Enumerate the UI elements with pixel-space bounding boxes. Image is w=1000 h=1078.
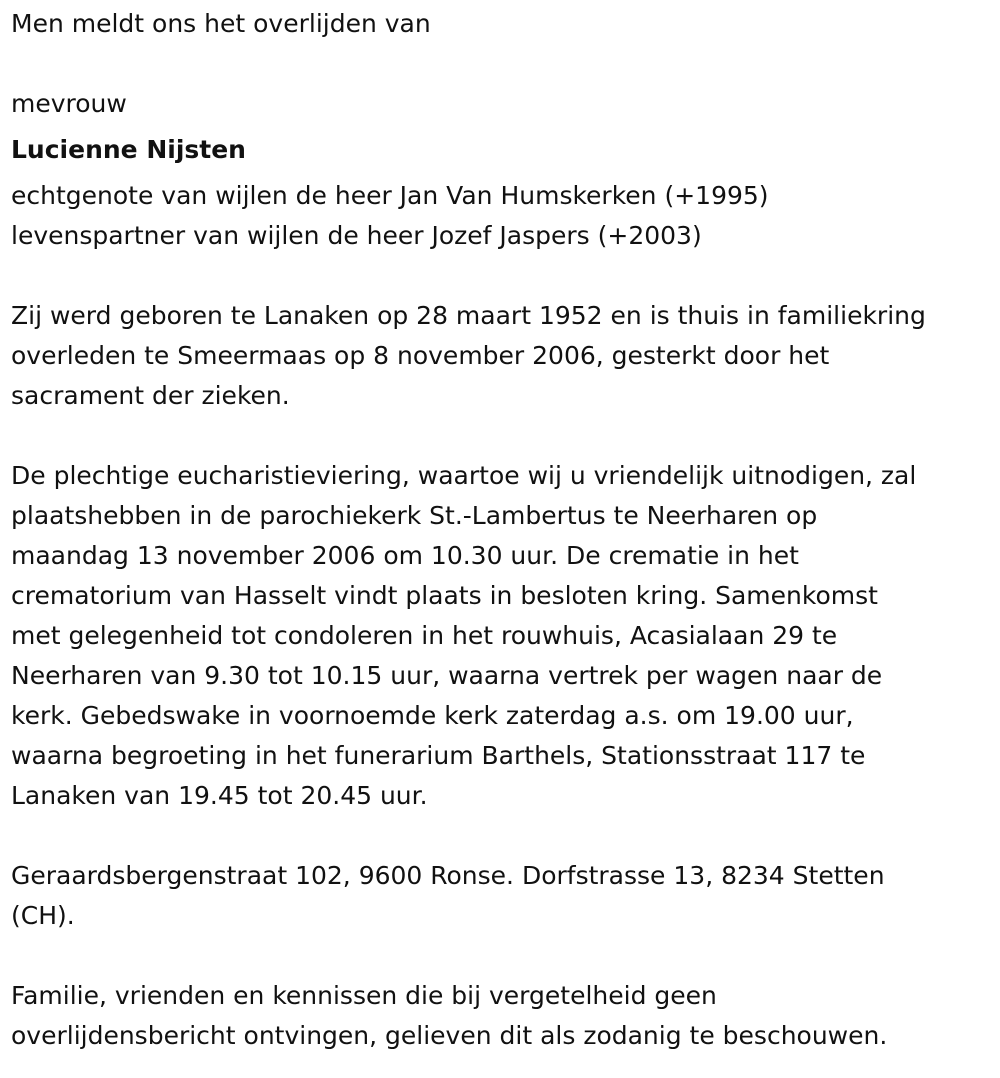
paragraph-line: plaatshebben in de parochiekerk St.-Lambertus te Neerharen op [11,501,818,530]
paragraph-line: met gelegenheid tot condoleren in het rouwhuis, Acasialaan 29 te [11,621,838,650]
relations-block [11,176,980,256]
paragraph-line: De plechtige eucharistieviering, waartoe wij u vriendelijk uitnodigen, zal [11,461,917,490]
relation-line: levenspartner van wijlen de heer Jozef Jaspers (+2003) [11,221,702,250]
paragraph-line: maandag 13 november 2006 om 10.30 uur. De crematie in het [11,541,799,570]
paragraph-line: waarna begroeting in het funerarium Barthels, Stationsstraat 117 te [11,741,866,770]
relation-line: echtgenote van wijlen de heer Jan Van Humskerken (+1995) [11,181,769,210]
ceremony-paragraph [11,456,980,816]
blank-line [11,816,980,856]
address-paragraph [11,856,980,936]
blank-line [11,416,980,456]
paragraph-line: Geraardsbergenstraat 102, 9600 Ronse. Dorfstrasse 13, 8234 Stetten [11,861,885,890]
paragraph-line: overleden te Smeermaas op 8 november 2006, gesterkt door het [11,341,830,370]
salutation-text: mevrouw [11,89,127,118]
intro-text: Men meldt ons het overlijden van [11,9,431,38]
closing-paragraph [11,976,980,1056]
paragraph-line: Familie, vrienden en kennissen die bij vergetelheid geen [11,981,717,1010]
paragraph-line: kerk. Gebedswake in voornoemde kerk zaterdag a.s. om 19.00 uur, [11,701,854,730]
paragraph-line: Neerharen van 9.30 tot 10.15 uur, waarna vertrek per wagen naar de [11,661,883,690]
deceased-name: Lucienne Nijsten [11,135,246,164]
blank-line [11,936,980,976]
blank-line [11,256,980,296]
paragraph-line: crematorium van Hasselt vindt plaats in besloten kring. Samenkomst [11,581,878,610]
paragraph-line: sacrament der zieken. [11,381,290,410]
blank-line [11,44,980,84]
paragraph-line: Lanaken van 19.45 tot 20.45 uur. [11,781,428,810]
paragraph-line: overlijdensbericht ontvingen, gelieven dit als zodanig te beschouwen. [11,1021,888,1050]
paragraph-line: Zij werd geboren te Lanaken op 28 maart 1952 en is thuis in familiekring [11,301,926,330]
birth-death-paragraph [11,296,980,416]
paragraph-line: (CH). [11,901,75,930]
